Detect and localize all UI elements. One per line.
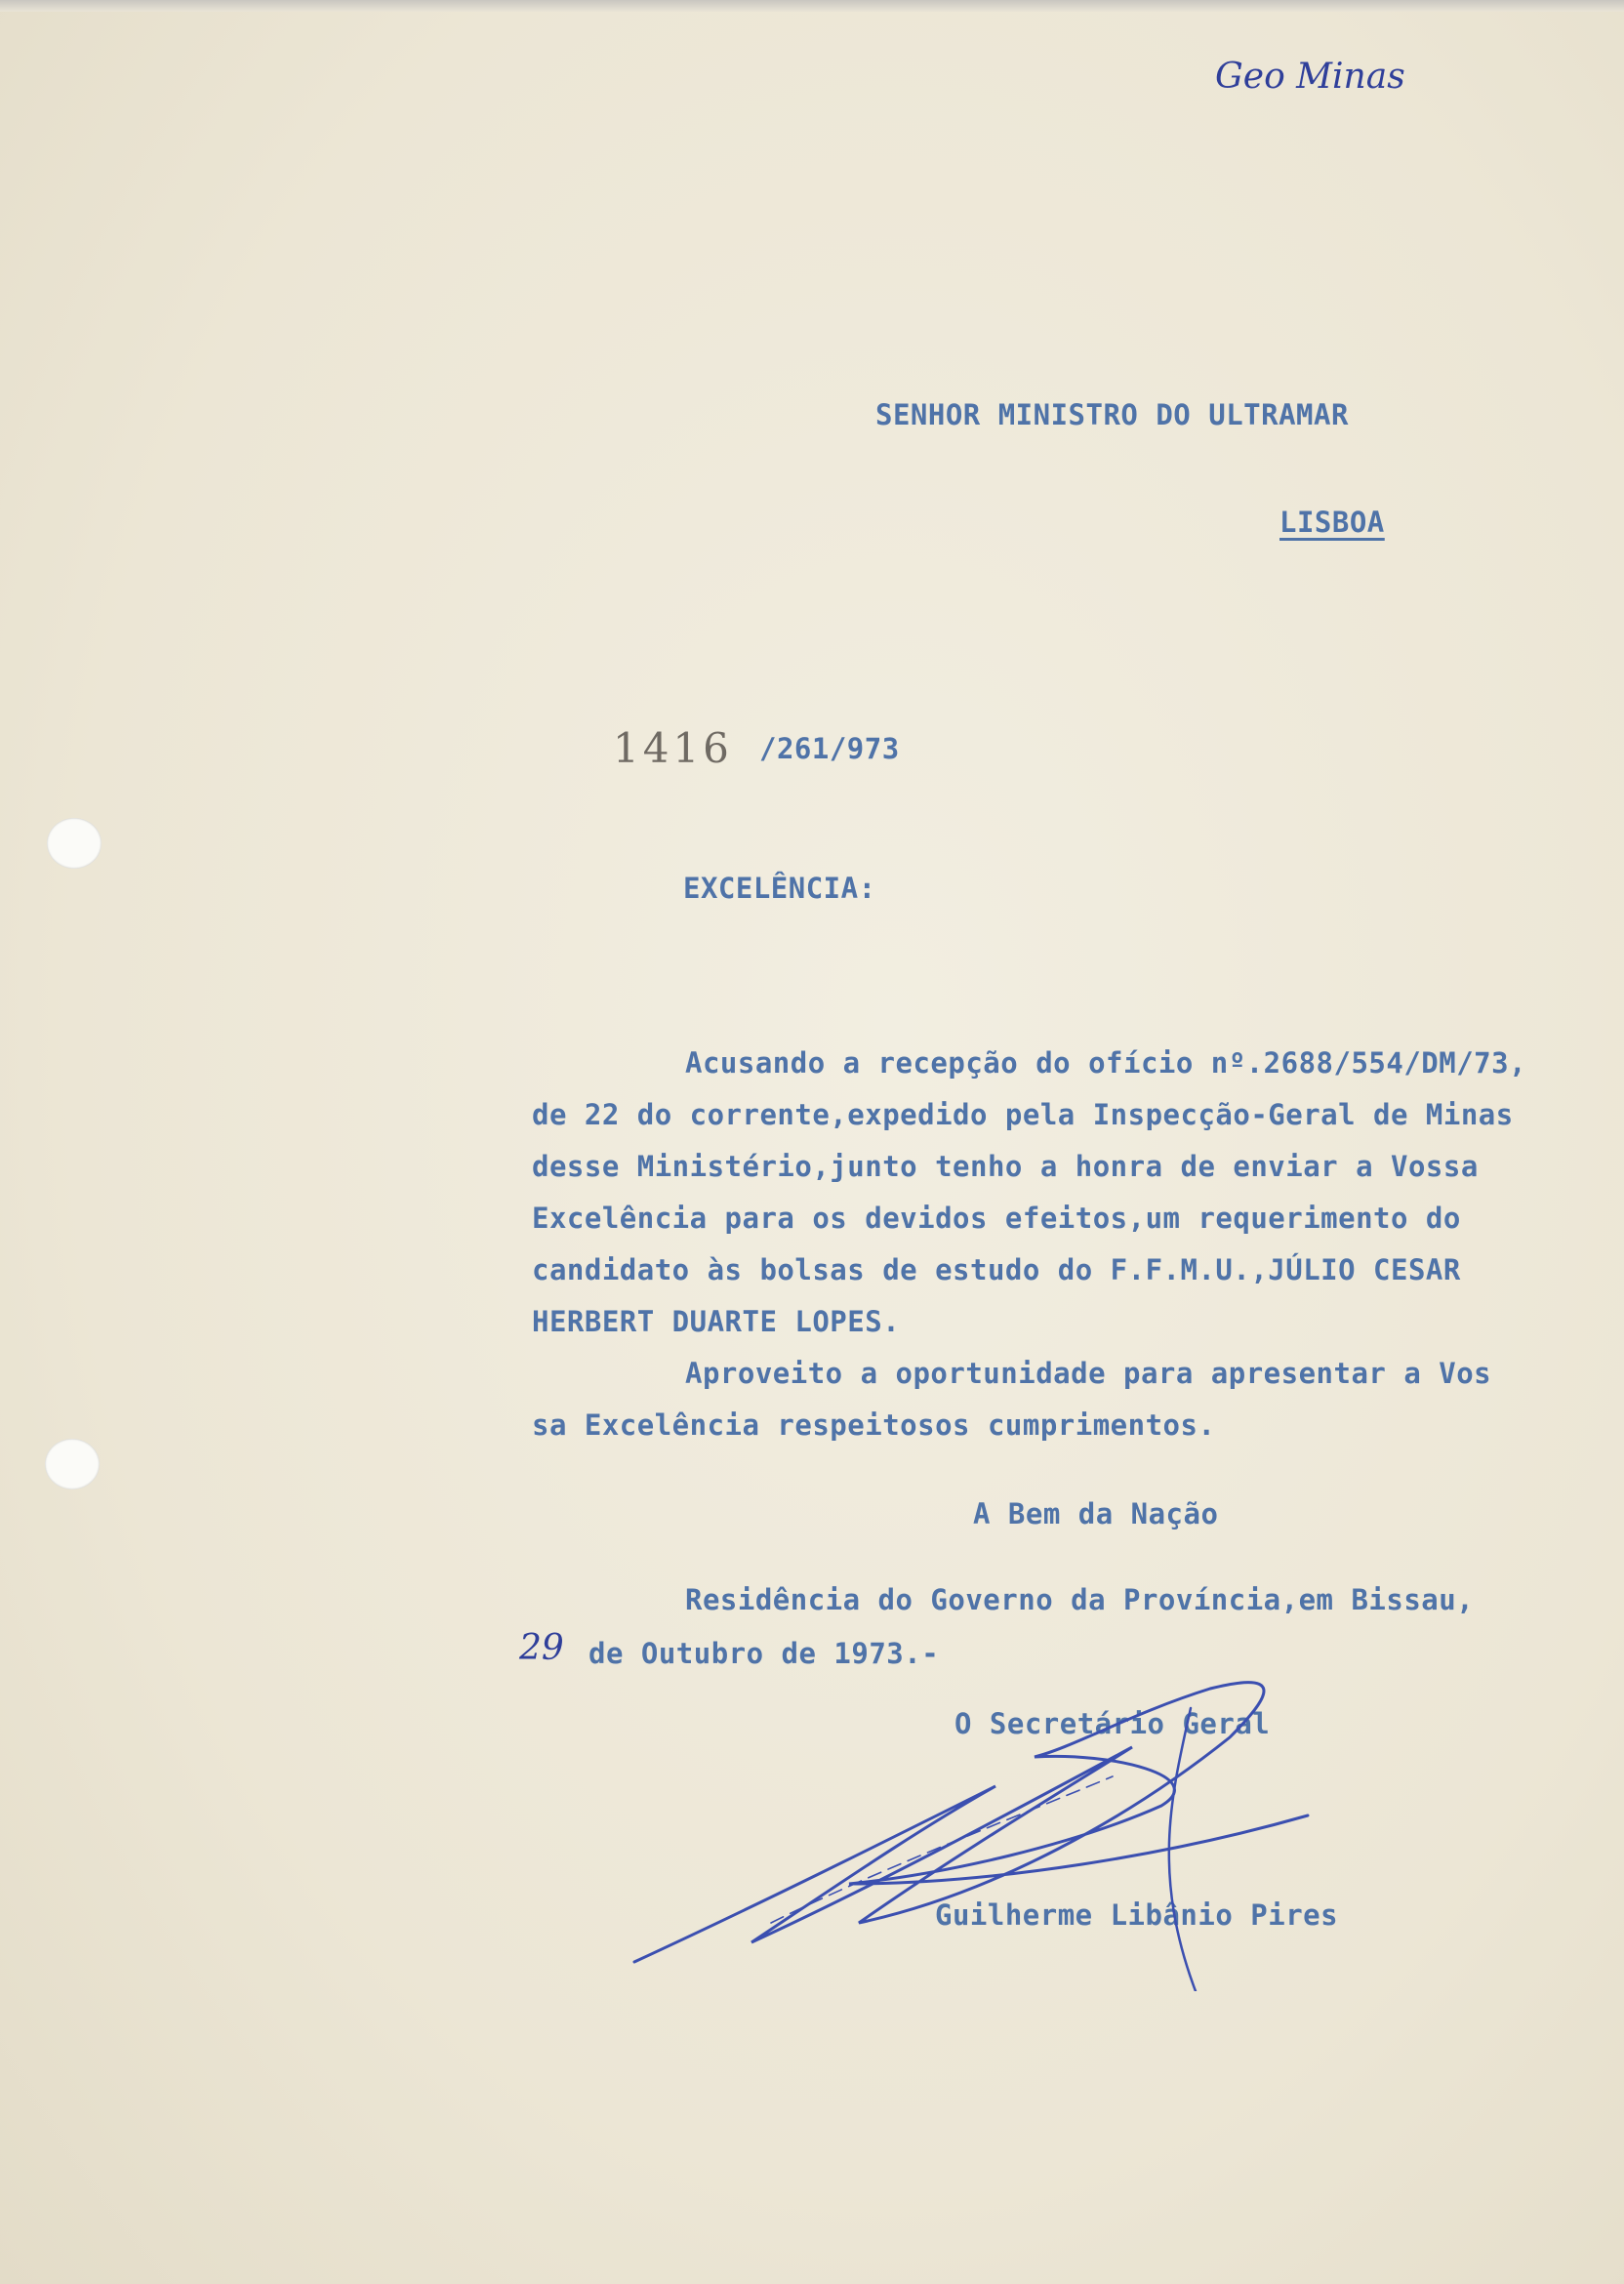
place-line: Residência do Governo da Província,em Bissau,	[685, 1583, 1475, 1616]
date-day-handwritten: 29	[519, 1628, 564, 1668]
signatory-title: O Secretário Geral	[954, 1707, 1271, 1740]
signatory-name: Guilherme Libânio Pires	[935, 1898, 1339, 1932]
body-line: candidato às bolsas de estudo do F.F.M.U.,JÚLIO CESAR	[532, 1253, 1461, 1286]
body-line: de 22 do corrente,expedido pela Inspecção-Geral de Minas	[532, 1098, 1514, 1131]
stamped-reference-number: 1416	[613, 724, 733, 772]
date-line: de Outubro de 1973.-	[589, 1637, 940, 1670]
body-line: desse Ministério,junto tenho a honra de enviar a Vossa	[532, 1150, 1479, 1183]
addressee-city: LISBOA	[1279, 506, 1385, 539]
body-line: sa Excelência respeitosos cumprimentos.	[532, 1408, 1216, 1442]
closing-phrase: A Bem da Nação	[973, 1497, 1219, 1530]
punch-hole-top	[47, 818, 102, 869]
body-line: Acusando a recepção do ofício nº.2688/554/DM/73,	[685, 1046, 1527, 1080]
punch-hole-bottom	[45, 1439, 100, 1489]
body-line: Excelência para os devidos efeitos,um requerimento do	[532, 1202, 1461, 1235]
reference-number: /261/973	[759, 732, 900, 765]
body-line: HERBERT DUARTE LOPES.	[532, 1305, 901, 1338]
body-line: Aproveito a oportunidade para apresentar a Vos	[685, 1357, 1492, 1390]
signature-scribble	[625, 1659, 1444, 1991]
salutation: EXCELÊNCIA:	[683, 872, 876, 905]
scan-top-edge	[0, 0, 1624, 12]
addressee-line: SENHOR MINISTRO DO ULTRAMAR	[875, 398, 1349, 431]
handwritten-annotation: Geo Minas	[1215, 57, 1405, 97]
